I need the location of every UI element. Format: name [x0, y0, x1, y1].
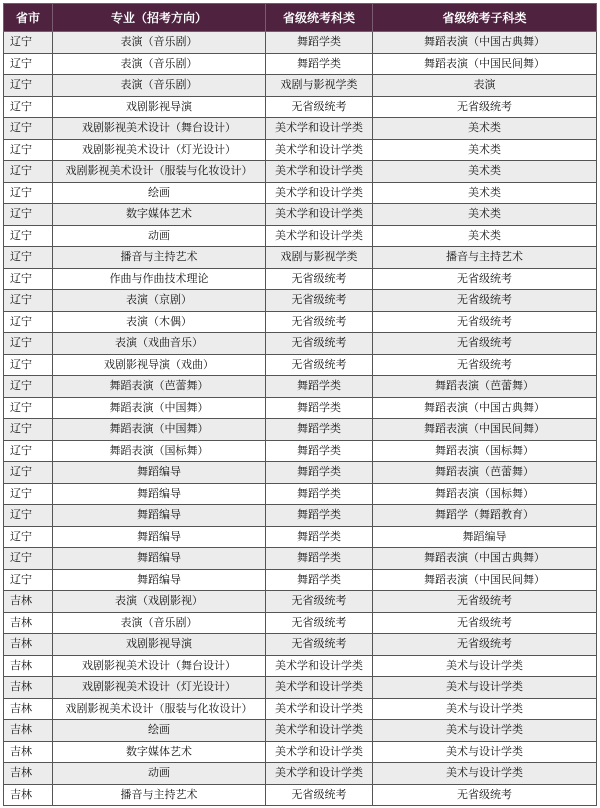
- table-row: [4, 419, 597, 441]
- category-cell: 美术学和设计学类: [266, 741, 373, 763]
- major-cell: 舞蹈表演（国标舞）: [53, 440, 266, 462]
- major-cell: 戏剧影视导演: [53, 96, 266, 118]
- major-cell: 舞蹈编导: [53, 462, 266, 484]
- category-cell: 无省级统考: [266, 591, 373, 613]
- category-cell: 戏剧与影视学类: [266, 75, 373, 97]
- table-row: [4, 698, 597, 720]
- table-row: [4, 182, 597, 204]
- category-cell: 戏剧与影视学类: [266, 247, 373, 269]
- province-cell: 辽宁: [4, 182, 53, 204]
- province-cell: 吉林: [4, 634, 53, 656]
- table-row: [4, 677, 597, 699]
- subcategory-cell: 舞蹈表演（芭蕾舞）: [373, 376, 597, 398]
- category-cell: 舞蹈学类: [266, 419, 373, 441]
- table-row: [4, 268, 597, 290]
- table-row: [4, 612, 597, 634]
- category-cell: 美术学和设计学类: [266, 118, 373, 140]
- province-cell: 吉林: [4, 698, 53, 720]
- major-cell: 绘画: [53, 720, 266, 742]
- province-cell: 吉林: [4, 677, 53, 699]
- major-cell: 舞蹈编导: [53, 505, 266, 527]
- major-cell: 舞蹈编导: [53, 526, 266, 548]
- table-row: [4, 333, 597, 355]
- subcategory-cell: 表演: [373, 75, 597, 97]
- subcategory-cell: 舞蹈学（舞蹈教育）: [373, 505, 597, 527]
- subcategory-cell: 美术类: [373, 139, 597, 161]
- subcategory-cell: 无省级统考: [373, 311, 597, 333]
- category-cell: 美术学和设计学类: [266, 182, 373, 204]
- category-cell: 美术学和设计学类: [266, 225, 373, 247]
- table-body: [4, 32, 597, 806]
- table-header: [4, 4, 597, 32]
- category-cell: 舞蹈学类: [266, 483, 373, 505]
- province-cell: 吉林: [4, 741, 53, 763]
- table-row: [4, 462, 597, 484]
- major-cell: 戏剧影视美术设计（舞台设计）: [53, 118, 266, 140]
- subcategory-cell: 播音与主持艺术: [373, 247, 597, 269]
- subcategory-cell: 美术与设计学类: [373, 677, 597, 699]
- province-cell: 辽宁: [4, 53, 53, 75]
- category-cell: 无省级统考: [266, 634, 373, 656]
- province-cell: 吉林: [4, 720, 53, 742]
- exam-category-table: [3, 3, 597, 806]
- table-row: [4, 741, 597, 763]
- table-row: [4, 204, 597, 226]
- subcategory-cell: 舞蹈表演（中国古典舞）: [373, 32, 597, 54]
- major-cell: 表演（音乐剧）: [53, 612, 266, 634]
- province-cell: 辽宁: [4, 75, 53, 97]
- subcategory-cell: 舞蹈表演（中国民间舞）: [373, 569, 597, 591]
- table-row: [4, 440, 597, 462]
- major-cell: 动画: [53, 225, 266, 247]
- subcategory-cell: 美术与设计学类: [373, 741, 597, 763]
- subcategory-cell: 无省级统考: [373, 333, 597, 355]
- subcategory-cell: 无省级统考: [373, 612, 597, 634]
- table-row: [4, 225, 597, 247]
- province-cell: 辽宁: [4, 247, 53, 269]
- category-cell: 无省级统考: [266, 96, 373, 118]
- major-cell: 数字媒体艺术: [53, 204, 266, 226]
- table-row: [4, 655, 597, 677]
- major-cell: 戏剧影视美术设计（服装与化妆设计）: [53, 161, 266, 183]
- province-cell: 吉林: [4, 612, 53, 634]
- category-cell: 无省级统考: [266, 784, 373, 806]
- subcategory-cell: 舞蹈表演（中国民间舞）: [373, 419, 597, 441]
- province-cell: 辽宁: [4, 96, 53, 118]
- subcategory-cell: 美术类: [373, 182, 597, 204]
- table-row: [4, 290, 597, 312]
- major-cell: 戏剧影视美术设计（灯光设计）: [53, 677, 266, 699]
- table-row: [4, 569, 597, 591]
- category-cell: 无省级统考: [266, 268, 373, 290]
- table-row: [4, 548, 597, 570]
- province-cell: 吉林: [4, 784, 53, 806]
- category-cell: 美术学和设计学类: [266, 763, 373, 785]
- category-cell: 舞蹈学类: [266, 32, 373, 54]
- province-cell: 辽宁: [4, 118, 53, 140]
- province-cell: 吉林: [4, 763, 53, 785]
- province-cell: 辽宁: [4, 397, 53, 419]
- subcategory-cell: 无省级统考: [373, 354, 597, 376]
- major-cell: 戏剧影视导演（戏曲）: [53, 354, 266, 376]
- header-category: 省级统考科类: [266, 4, 373, 32]
- table-row: [4, 763, 597, 785]
- subcategory-cell: 舞蹈表演（中国古典舞）: [373, 397, 597, 419]
- province-cell: 辽宁: [4, 311, 53, 333]
- table-row: [4, 634, 597, 656]
- category-cell: 舞蹈学类: [266, 526, 373, 548]
- category-cell: 舞蹈学类: [266, 440, 373, 462]
- header-province: 省市: [4, 4, 53, 32]
- table-row: [4, 118, 597, 140]
- table-row: [4, 311, 597, 333]
- province-cell: 辽宁: [4, 161, 53, 183]
- category-cell: 美术学和设计学类: [266, 204, 373, 226]
- table-row: [4, 32, 597, 54]
- subcategory-cell: 美术与设计学类: [373, 698, 597, 720]
- category-cell: 美术学和设计学类: [266, 139, 373, 161]
- category-cell: 美术学和设计学类: [266, 655, 373, 677]
- subcategory-cell: 舞蹈表演（国标舞）: [373, 483, 597, 505]
- subcategory-cell: 无省级统考: [373, 290, 597, 312]
- major-cell: 表演（京剧）: [53, 290, 266, 312]
- province-cell: 辽宁: [4, 440, 53, 462]
- category-cell: 无省级统考: [266, 354, 373, 376]
- subcategory-cell: 舞蹈表演（中国古典舞）: [373, 548, 597, 570]
- major-cell: 戏剧影视美术设计（服装与化妆设计）: [53, 698, 266, 720]
- province-cell: 辽宁: [4, 204, 53, 226]
- category-cell: 舞蹈学类: [266, 397, 373, 419]
- subcategory-cell: 美术类: [373, 161, 597, 183]
- table-row: [4, 483, 597, 505]
- subcategory-cell: 无省级统考: [373, 96, 597, 118]
- major-cell: 舞蹈编导: [53, 483, 266, 505]
- subcategory-cell: 舞蹈表演（芭蕾舞）: [373, 462, 597, 484]
- table-row: [4, 591, 597, 613]
- major-cell: 舞蹈表演（芭蕾舞）: [53, 376, 266, 398]
- table-row: [4, 784, 597, 806]
- major-cell: 舞蹈编导: [53, 569, 266, 591]
- table-row: [4, 354, 597, 376]
- category-cell: 无省级统考: [266, 311, 373, 333]
- province-cell: 辽宁: [4, 419, 53, 441]
- major-cell: 舞蹈表演（中国舞）: [53, 397, 266, 419]
- header-row: [4, 4, 597, 32]
- subcategory-cell: 无省级统考: [373, 268, 597, 290]
- province-cell: 辽宁: [4, 462, 53, 484]
- table-row: [4, 505, 597, 527]
- subcategory-cell: 无省级统考: [373, 634, 597, 656]
- table-row: [4, 397, 597, 419]
- subcategory-cell: 美术类: [373, 204, 597, 226]
- subcategory-cell: 美术类: [373, 225, 597, 247]
- major-cell: 戏剧影视导演: [53, 634, 266, 656]
- category-cell: 舞蹈学类: [266, 505, 373, 527]
- table-row: [4, 526, 597, 548]
- province-cell: 吉林: [4, 591, 53, 613]
- table-row: [4, 720, 597, 742]
- category-cell: 舞蹈学类: [266, 462, 373, 484]
- province-cell: 辽宁: [4, 526, 53, 548]
- major-cell: 戏剧影视美术设计（灯光设计）: [53, 139, 266, 161]
- province-cell: 辽宁: [4, 376, 53, 398]
- category-cell: 美术学和设计学类: [266, 161, 373, 183]
- table-row: [4, 139, 597, 161]
- province-cell: 辽宁: [4, 483, 53, 505]
- subcategory-cell: 美术与设计学类: [373, 720, 597, 742]
- major-cell: 播音与主持艺术: [53, 247, 266, 269]
- province-cell: 辽宁: [4, 569, 53, 591]
- major-cell: 绘画: [53, 182, 266, 204]
- table-row: [4, 247, 597, 269]
- major-cell: 表演（音乐剧）: [53, 32, 266, 54]
- province-cell: 吉林: [4, 655, 53, 677]
- province-cell: 辽宁: [4, 139, 53, 161]
- category-cell: 舞蹈学类: [266, 569, 373, 591]
- category-cell: 无省级统考: [266, 612, 373, 634]
- subcategory-cell: 舞蹈表演（国标舞）: [373, 440, 597, 462]
- subcategory-cell: 无省级统考: [373, 591, 597, 613]
- major-cell: 舞蹈表演（中国舞）: [53, 419, 266, 441]
- category-cell: 舞蹈学类: [266, 376, 373, 398]
- province-cell: 辽宁: [4, 290, 53, 312]
- province-cell: 辽宁: [4, 354, 53, 376]
- subcategory-cell: 无省级统考: [373, 784, 597, 806]
- category-cell: 舞蹈学类: [266, 53, 373, 75]
- province-cell: 辽宁: [4, 225, 53, 247]
- category-cell: 美术学和设计学类: [266, 720, 373, 742]
- major-cell: 数字媒体艺术: [53, 741, 266, 763]
- major-cell: 舞蹈编导: [53, 548, 266, 570]
- table-row: [4, 376, 597, 398]
- major-cell: 表演（戏曲音乐）: [53, 333, 266, 355]
- subcategory-cell: 美术与设计学类: [373, 763, 597, 785]
- province-cell: 辽宁: [4, 268, 53, 290]
- major-cell: 表演（音乐剧）: [53, 53, 266, 75]
- subcategory-cell: 舞蹈表演（中国民间舞）: [373, 53, 597, 75]
- province-cell: 辽宁: [4, 505, 53, 527]
- province-cell: 辽宁: [4, 32, 53, 54]
- table-row: [4, 96, 597, 118]
- major-cell: 作曲与作曲技术理论: [53, 268, 266, 290]
- province-cell: 辽宁: [4, 333, 53, 355]
- major-cell: 表演（戏剧影视）: [53, 591, 266, 613]
- table-row: [4, 53, 597, 75]
- major-cell: 表演（音乐剧）: [53, 75, 266, 97]
- table-row: [4, 161, 597, 183]
- category-cell: 美术学和设计学类: [266, 698, 373, 720]
- major-cell: 动画: [53, 763, 266, 785]
- category-cell: 美术学和设计学类: [266, 677, 373, 699]
- table-row: [4, 75, 597, 97]
- major-cell: 播音与主持艺术: [53, 784, 266, 806]
- subcategory-cell: 美术类: [373, 118, 597, 140]
- subcategory-cell: 舞蹈编导: [373, 526, 597, 548]
- category-cell: 无省级统考: [266, 333, 373, 355]
- province-cell: 辽宁: [4, 548, 53, 570]
- major-cell: 表演（木偶）: [53, 311, 266, 333]
- major-cell: 戏剧影视美术设计（舞台设计）: [53, 655, 266, 677]
- category-cell: 舞蹈学类: [266, 548, 373, 570]
- header-major: 专业（招考方向）: [53, 4, 266, 32]
- header-subcategory: 省级统考子科类: [373, 4, 597, 32]
- category-cell: 无省级统考: [266, 290, 373, 312]
- subcategory-cell: 美术与设计学类: [373, 655, 597, 677]
